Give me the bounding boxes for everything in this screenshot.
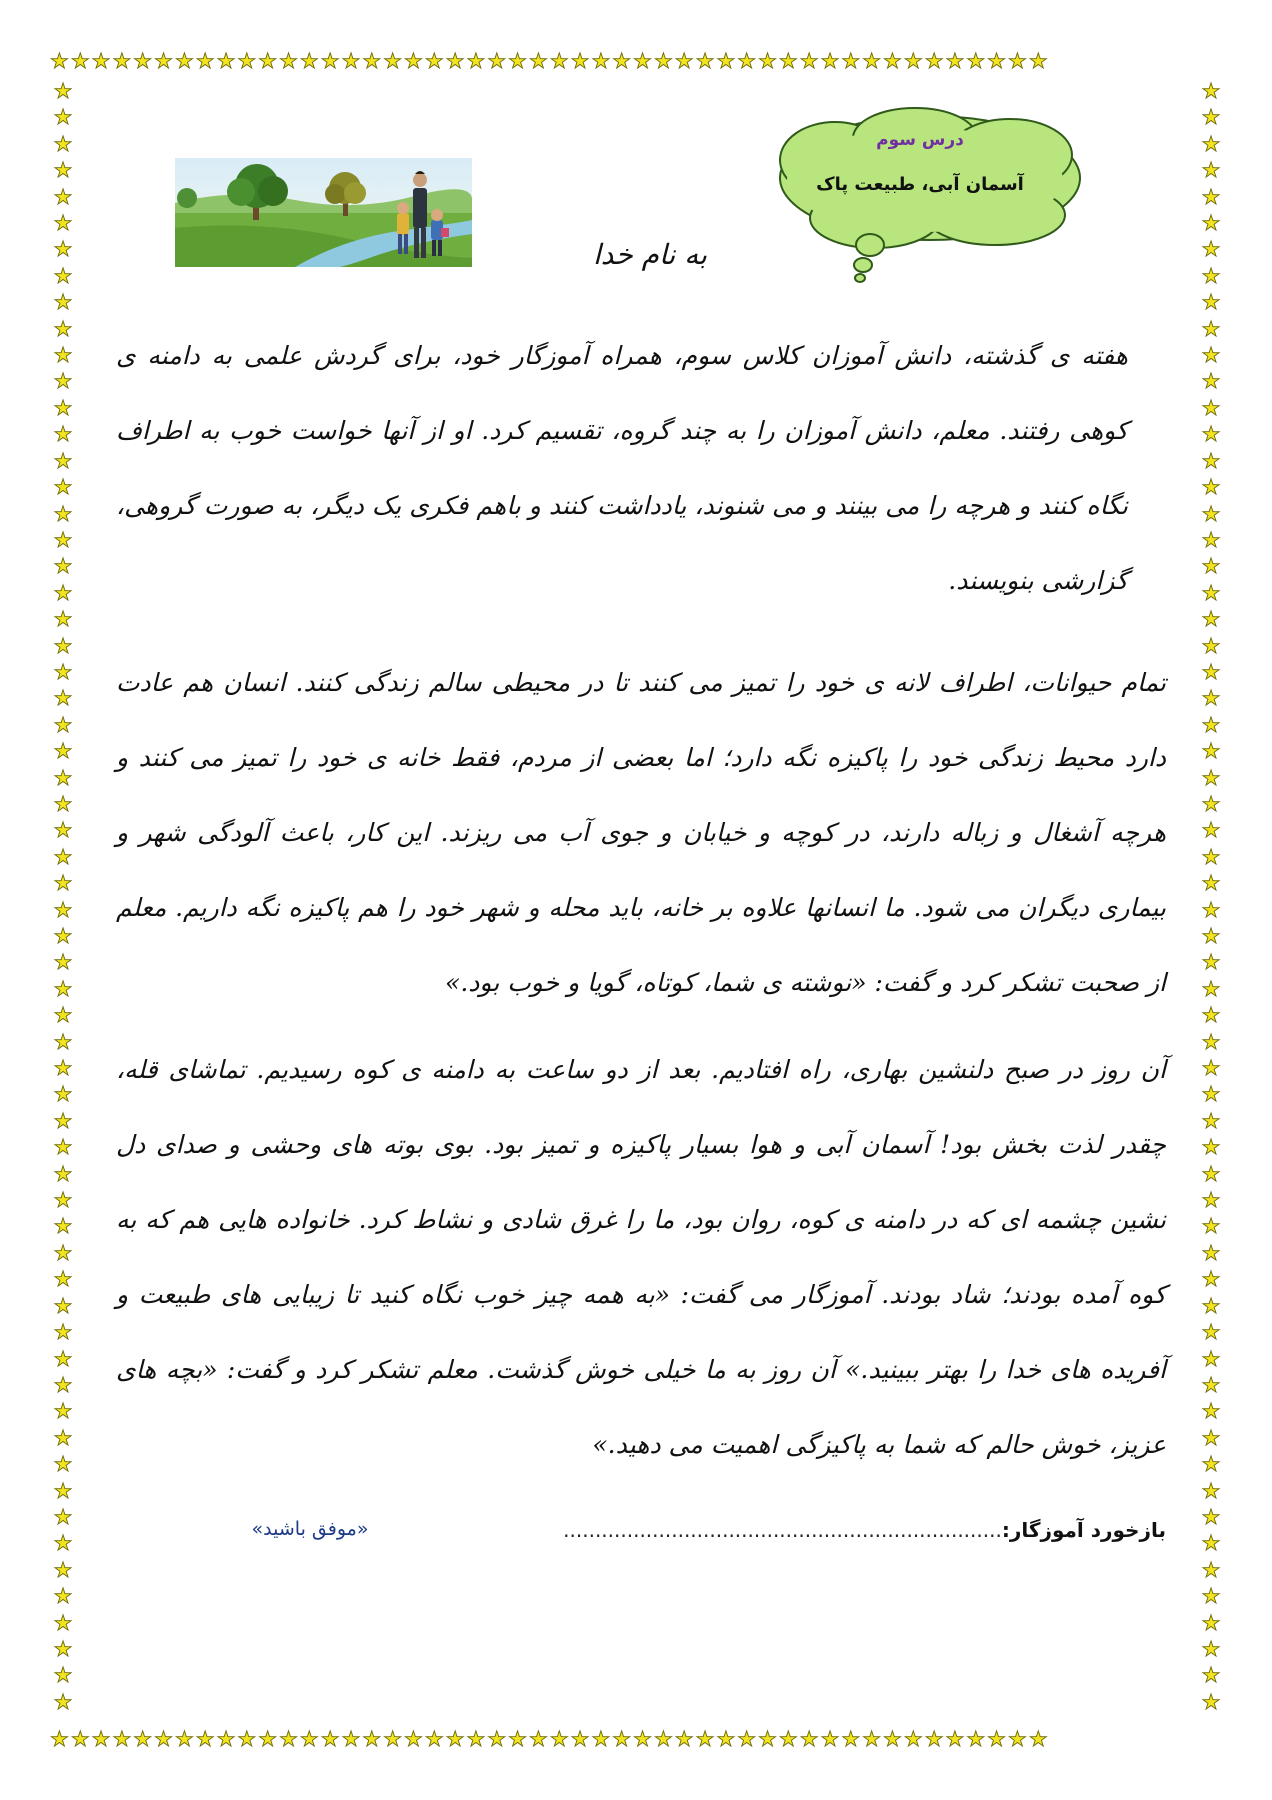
teacher-feedback-blank[interactable]: ..................................................................... [563,1518,1002,1542]
lesson-number: درس سوم [876,130,964,150]
paragraph-3: آن روز در صبح دلنشین بهاری، راه افتادیم. بعد از دو ساعت به دامنه ی کوه رسیدیم. تماشای قله، چقدر لذت بخش بود! آسمان آبی و هوا بسیار پاکیزه و تمیز بود. بوی بوته های وحشی و صدای دل نشین چشمه ای که در دامنه ی کوه، روان بود، ما را غرق شادی و نشاط کرد. خانواده هایی هم که به کوه آمده بودند؛ شاد بودند. آموزگار می گفت: «به همه چیز خوب نگاه کنید تا زیبایی های طبیعت و آفریده های خدا را بهتر ببینید.» آن روز به ما خیلی خوش گذشت. معلم تشکر کرد و گفت: «بچه های عزیز، خوش حالم که شما به پاکیزگی اهمیت می دهید.» [116,1055,1166,1459]
good-luck-note: «موفق باشید» [251,1518,369,1540]
bismillah-heading: به نام خدا [592,238,708,271]
teacher-feedback-line [370,1518,1166,1542]
star-border-top: ★★★★★★★★★★★★★★★★★★★★★★★★★★★★★★★★★★★★★★★★★★★★★★★★ [50,50,1050,72]
star-border-bottom: ★★★★★★★★★★★★★★★★★★★★★★★★★★★★★★★★★★★★★★★★★★★★★★★★ [50,1728,1050,1750]
lesson-title: آسمان آبی، طبیعت پاک [816,174,1024,195]
teacher-feedback-label: بازخورد آموزگار: [1001,1518,1166,1542]
lesson-cloud [765,100,1095,290]
star-border-left: ★★★★★★★★★★★★★★★★★★★★★★★★★★★★★★★★★★★★★★★★★★★★★★★★★★★★★★★★★★★★★★ [53,79,73,1714]
star-border-right: ★★★★★★★★★★★★★★★★★★★★★★★★★★★★★★★★★★★★★★★★★★★★★★★★★★★★★★★★★★★★★★ [1201,79,1221,1714]
paragraph-1: هفته ی گذشته، دانش آموزان کلاس سوم، همراه آموزگار خود، برای گردش علمی به دامنه ی کوهی رفتند. معلم، دانش آموزان را به چند گروه، تقسیم کرد. او از آنها خواست خوب به اطراف نگاه کنند و هرچه را می بینند و می شنوند، یادداشت کنند و باهم فکری یک دیگر، به صورت گروهی، گزارشی بنویسند. [116,341,1128,595]
paragraph-2: تمام حیوانات، اطراف لانه ی خود را تمیز می کنند تا در محیطی سالم زندگی کنند. انسان هم عادت دارد محیط زندگی خود را پاکیزه نگه دارد؛ اما بعضی از مردم، فقط خانه ی خود را تمیز می کنند و هرچه آشغال و زباله دارند، در کوچه و خیابان و جوی آب می ریزند. این کار، باعث آلودگی شهر و بیماری دیگران می شود. ما انسانها علاوه بر خانه، باید محله و شهر خود را هم پاکیزه نگه داریم. معلم از صحبت تشکر کرد و گفت: «نوشته ی شما، کوتاه، گویا و خوب بود.» [116,668,1166,997]
nature-scene-illustration [175,158,472,267]
